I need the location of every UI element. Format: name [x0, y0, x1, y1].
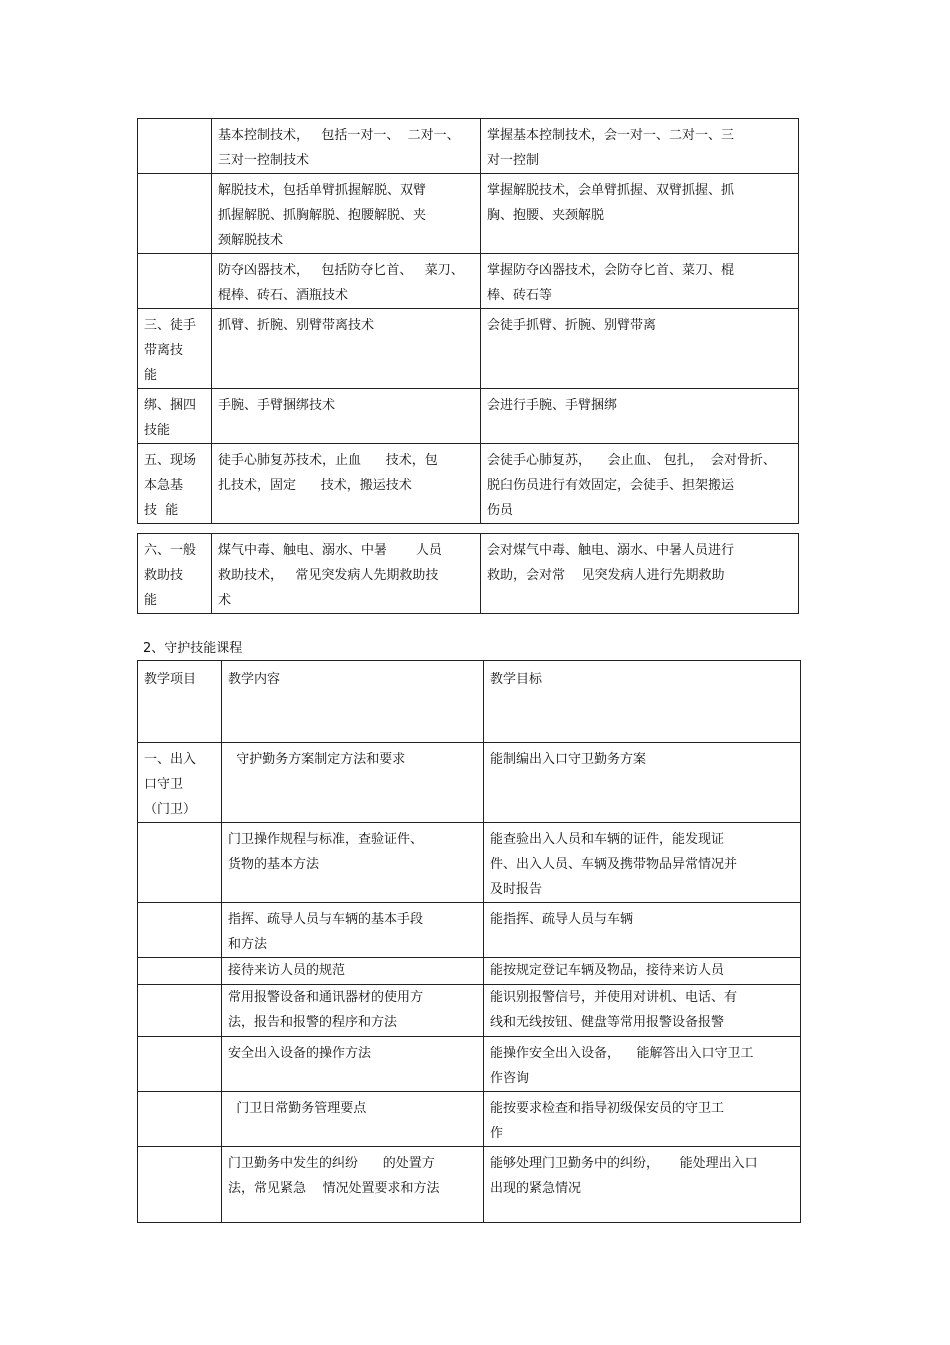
cell-text: 教学项目: [144, 672, 197, 687]
cell-text: 能指挥、疏导人员与车辆: [490, 912, 634, 927]
content-cell: [212, 534, 481, 614]
table-row: [138, 254, 799, 309]
cell-text: 棒、砖石等: [487, 288, 553, 303]
skills-table-continued: [137, 118, 799, 524]
cell-text: 能够处理门卫勤务中的纠纷， 能处理出入口: [490, 1156, 758, 1171]
cell-text: 解脱技术，包括单臂抓握解脱、双臂: [218, 183, 427, 198]
cell-text: 门卫操作规程与标准，查验证件、: [228, 832, 424, 847]
cell-text: 脱臼伤员进行有效固定，会徒手、担架搬运: [487, 478, 735, 493]
project-cell: [138, 389, 212, 444]
cell-text: 线和无线按钮、健盘等常用报警设备报警: [490, 1015, 725, 1030]
cell-text: 三、徒手: [144, 318, 197, 333]
cell-text: 防夺凶器技术， 包括防夺匕首、 菜刀、: [218, 263, 464, 278]
cell-text: 救助，会对常 见突发病人进行先期救助: [487, 568, 725, 583]
cell-text: 教学目标: [490, 672, 543, 687]
cell-text: 会徒手抓臂、折腕、别臂带离: [487, 318, 657, 333]
project-cell: [138, 534, 212, 614]
cell-text: 货物的基本方法: [228, 857, 320, 872]
content-cell: [222, 1147, 484, 1223]
table-row: [138, 444, 799, 524]
content-cell: [212, 389, 481, 444]
project-cell: [138, 119, 212, 174]
goal-cell: [481, 174, 799, 254]
cell-text: 徒手心肺复苏技术，止血 技术，包: [218, 453, 438, 468]
table-row: [138, 389, 799, 444]
content-cell: [212, 174, 481, 254]
goal-cell: [484, 958, 801, 985]
cell-text: 守护勤务方案制定方法和要求: [228, 752, 406, 767]
header-goal: [484, 661, 801, 743]
table-row: [138, 1092, 801, 1147]
goal-cell: [484, 743, 801, 823]
project-cell: [138, 1037, 222, 1092]
table-row: [138, 309, 799, 389]
cell-text: 教学内容: [228, 672, 281, 687]
guard-skills-table: [137, 660, 801, 1223]
cell-text: 接待来访人员的规范: [228, 963, 346, 978]
cell-text: 和方法: [228, 937, 268, 952]
cell-text: 六、一般: [144, 543, 197, 558]
cell-text: 会对煤气中毒、触电、溺水、中暑人员进行: [487, 543, 735, 558]
cell-text: 能: [144, 593, 158, 608]
cell-text: 会进行手腕、手臂捆绑: [487, 398, 618, 413]
goal-cell: [481, 389, 799, 444]
goal-cell: [481, 534, 799, 614]
cell-text: 抓臂、折腕、别臂带离技术: [218, 318, 375, 333]
table-row: [138, 958, 801, 985]
content-cell: [222, 985, 484, 1037]
table-row: [138, 119, 799, 174]
cell-text: 本急基: [144, 478, 184, 493]
table-header-row: [138, 661, 801, 743]
cell-text: 作: [490, 1126, 504, 1141]
cell-text: 能查验出入人员和车辆的证件，能发现证: [490, 832, 725, 847]
cell-text: 扎技术，固定 技术，搬运技术: [218, 478, 412, 493]
goal-cell: [481, 309, 799, 389]
cell-text: 常用报警设备和通讯器材的使用方: [228, 990, 424, 1005]
table-row: [138, 823, 801, 903]
cell-text: 掌握防夺凶器技术，会防夺匕首、菜刀、棍: [487, 263, 735, 278]
goal-cell: [484, 985, 801, 1037]
cell-text: 能: [144, 368, 158, 383]
cell-text: 抓握解脱、抓胸解脱、抱腰解脱、夹: [218, 208, 427, 223]
cell-text: 作咨询: [490, 1071, 530, 1086]
table-row: [138, 985, 801, 1037]
cell-text: 一、出入: [144, 752, 197, 767]
cell-text: （门卫）: [144, 802, 197, 817]
cell-text: 掌握基本控制技术，会一对一、二对一、三: [487, 128, 735, 143]
header-content: [222, 661, 484, 743]
cell-text: 颈解脱技术: [218, 233, 284, 248]
goal-cell: [481, 119, 799, 174]
cell-text: 能操作安全出入设备， 能解答出入口守卫工: [490, 1046, 754, 1061]
content-cell: [212, 254, 481, 309]
cell-text: 能制编出入口守卫勤务方案: [490, 752, 647, 767]
cell-text: 救助技术， 常见突发病人先期救助技: [218, 568, 439, 583]
cell-text: 会徒手心肺复苏， 会止血、 包扎， 会对骨折、: [487, 453, 776, 468]
content-cell: [222, 823, 484, 903]
goal-cell: [484, 903, 801, 958]
goal-cell: [484, 1092, 801, 1147]
cell-text: 口守卫: [144, 777, 184, 792]
cell-text: 煤气中毒、触电、溺水、中暑 人员: [218, 543, 442, 558]
project-cell: [138, 254, 212, 309]
table-row: [138, 743, 801, 823]
rescue-skills-table: [137, 533, 799, 614]
cell-text: 技 能: [144, 503, 179, 518]
cell-text: 掌握解脱技术，会单臂抓握、双臂抓握、抓: [487, 183, 735, 198]
cell-text: 术: [218, 593, 232, 608]
table-row: [138, 174, 799, 254]
table-row: [138, 903, 801, 958]
goal-cell: [481, 444, 799, 524]
goal-cell: [484, 823, 801, 903]
project-cell: [138, 309, 212, 389]
table-row: [138, 1037, 801, 1092]
goal-cell: [481, 254, 799, 309]
project-cell: [138, 444, 212, 524]
cell-text: 能识别报警信号，并使用对讲机、电话、有: [490, 990, 738, 1005]
project-cell: [138, 958, 222, 985]
project-cell: [138, 823, 222, 903]
cell-text: 能按要求检查和指导初级保安员的守卫工: [490, 1101, 725, 1116]
cell-text: 安全出入设备的操作方法: [228, 1046, 372, 1061]
cell-text: 救助技: [144, 568, 184, 583]
goal-cell: [484, 1037, 801, 1092]
cell-text: 指挥、疏导人员与车辆的基本手段: [228, 912, 424, 927]
cell-text: 棍棒、砖石、酒瓶技术: [218, 288, 349, 303]
cell-text: 伤员: [487, 503, 514, 518]
goal-cell: [484, 1147, 801, 1223]
cell-text: 件、出入人员、车辆及携带物品异常情况并: [490, 857, 738, 872]
content-cell: [222, 1092, 484, 1147]
project-cell: [138, 903, 222, 958]
cell-text: 带离技: [144, 343, 184, 358]
cell-text: 技能: [144, 423, 171, 438]
cell-text: 出现的紧急情况: [490, 1181, 582, 1196]
cell-text: 基本控制技术， 包括一对一、 二对一、: [218, 128, 460, 143]
cell-text: 三对一控制技术: [218, 153, 310, 168]
section-heading: 2、守护技能课程: [143, 641, 243, 656]
project-cell: [138, 1147, 222, 1223]
table-row: [138, 534, 799, 614]
content-cell: [222, 903, 484, 958]
content-cell: [222, 958, 484, 985]
table-row: [138, 1147, 801, 1223]
project-cell: [138, 1092, 222, 1147]
cell-text: 绑、捆四: [144, 398, 197, 413]
header-project: [138, 661, 222, 743]
project-cell: [138, 174, 212, 254]
cell-text: 五、现场: [144, 453, 197, 468]
content-cell: [212, 119, 481, 174]
content-cell: [212, 309, 481, 389]
cell-text: 法，常见紧急 情况处置要求和方法: [228, 1181, 440, 1196]
cell-text: 能按规定登记车辆及物品，接待来访人员: [490, 963, 725, 978]
cell-text: 及时报告: [490, 882, 543, 897]
project-cell: [138, 985, 222, 1037]
content-cell: [222, 743, 484, 823]
cell-text: 法，报告和报警的程序和方法: [228, 1015, 398, 1030]
project-cell: [138, 743, 222, 823]
cell-text: 手腕、手臂捆绑技术: [218, 398, 336, 413]
cell-text: 门卫日常勤务管理要点: [228, 1101, 367, 1116]
cell-text: 门卫勤务中发生的纠纷 的处置方: [228, 1156, 435, 1171]
cell-text: 胸、抱腰、夹颈解脱: [487, 208, 605, 223]
cell-text: 对一控制: [487, 153, 540, 168]
content-cell: [212, 444, 481, 524]
content-cell: [222, 1037, 484, 1092]
